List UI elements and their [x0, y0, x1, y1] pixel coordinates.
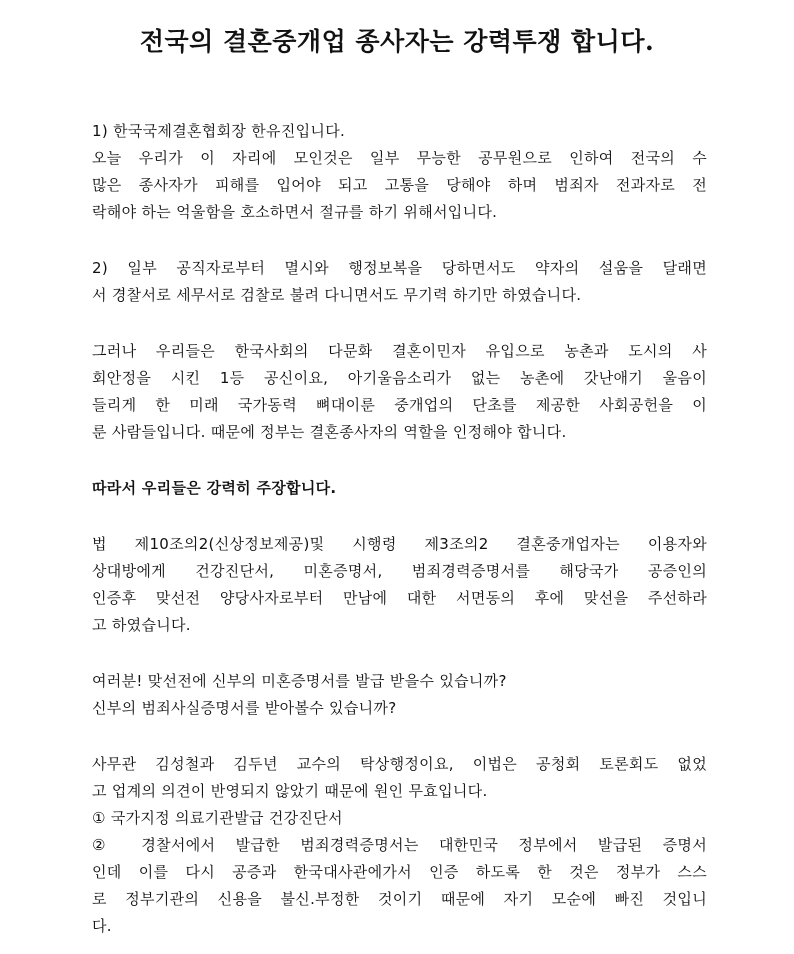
paragraph-5 — [92, 531, 707, 639]
text-line: 들리게 한 미래 국가동력 뼈대이룬 중개업의 단초를 제공한 사회공헌을 이 — [92, 396, 707, 414]
text-line: 인데 이를 다시 공증과 한국대사관에가서 인증 하도록 한 것은 정부가 스스 — [92, 863, 707, 881]
document-body — [92, 118, 707, 940]
text-line: 상대방에게 건강진단서, 미혼증명서, 범죄경력증명서를 해당국가 공증인의 — [92, 562, 707, 580]
paragraph-4-emphasis — [92, 475, 707, 502]
text-line: ② 경찰서에서 발급한 범죄경력증명서는 대한민국 정부에서 발급된 증명서 — [92, 836, 707, 854]
text-line: 2) 일부 공직자로부터 멸시와 행정보복을 당하면서도 약자의 설움을 달래면 — [92, 259, 707, 277]
text-line: 로 정부기관의 신용을 불신.부정한 것이기 때문에 자기 모순에 빠진 것입니 — [92, 890, 707, 908]
paragraph-2 — [92, 255, 707, 309]
text-line: 회안정을 시킨 1등 공신이요, 아기울음소리가 없는 농촌에 갓난애기 울음이 — [92, 369, 707, 387]
text-line: 락해야 하는 억울함을 호소하면서 절규를 하기 위해서입니다. — [92, 203, 498, 221]
text-line: 서 경찰서로 세무서로 검찰로 불려 다니면서도 무기력 하기만 하였습니다. — [92, 286, 582, 304]
text-line: 다. — [92, 917, 112, 935]
text-line: 고 하였습니다. — [92, 616, 191, 634]
text-line: 여러분! 맞선전에 신부의 미혼증명서를 발급 받을수 있습니까? — [92, 672, 507, 690]
paragraph-6 — [92, 668, 707, 722]
paragraph-1 — [92, 118, 707, 226]
document-title: 전국의 결혼중개업 종사자는 강력투쟁 합니다. — [139, 27, 655, 56]
text-line: ① 국가지정 의료기관발급 건강진단서 — [92, 809, 343, 827]
text-line: 법 제10조의2(신상정보제공)및 시행령 제3조의2 결혼중개업자는 이용자와 — [92, 535, 707, 553]
text-line: 룬 사람들입니다. 때문에 정부는 결혼종사자의 역할을 인정해야 합니다. — [92, 423, 567, 441]
text-line: 그러나 우리들은 한국사회의 다문화 결혼이민자 유입으로 농촌과 도시의 사 — [92, 342, 707, 360]
text-line: 따라서 우리들은 강력히 주장합니다. — [92, 479, 337, 497]
text-line: 오늘 우리가 이 자리에 모인것은 일부 무능한 공무원으로 인하여 전국의 수 — [92, 149, 707, 167]
paragraph-3 — [92, 338, 707, 446]
text-line: 사무관 김성철과 김두년 교수의 탁상행정이요, 이법은 공청회 토론회도 없었 — [92, 755, 707, 773]
text-line: 고 업계의 의견이 반영되지 않았기 때문에 원인 무효입니다. — [92, 782, 488, 800]
text-line: 인증후 맞선전 양당사자로부터 만남에 대한 서면동의 후에 맞선을 주선하라 — [92, 589, 707, 607]
paragraph-7 — [92, 751, 707, 940]
text-line: 1) 한국국제결혼협회장 한유진입니다. — [92, 122, 346, 140]
text-line: 많은 종사자가 피해를 입어야 되고 고통을 당해야 하며 범죄자 전과자로 전 — [92, 176, 707, 194]
text-line: 신부의 범죄사실증명서를 받아볼수 있습니까? — [92, 699, 397, 717]
